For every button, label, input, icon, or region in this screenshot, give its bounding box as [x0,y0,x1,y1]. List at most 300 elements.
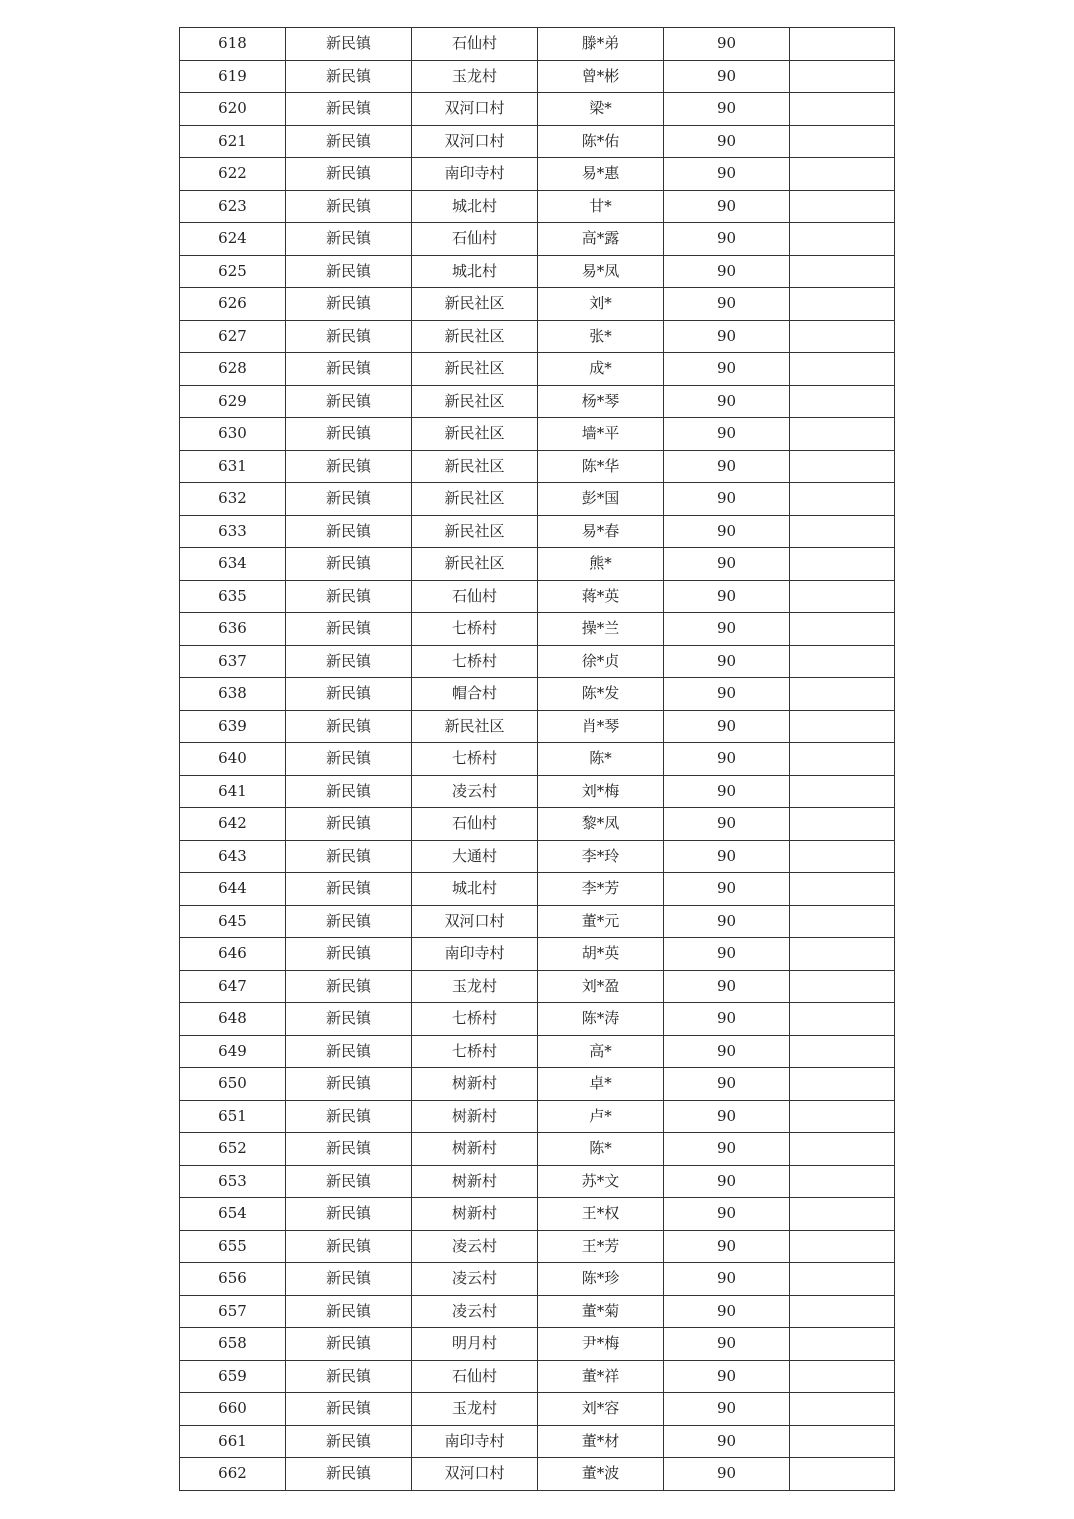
cell-name: 董*元 [538,905,664,938]
cell-amount: 90 [664,483,790,516]
cell-village: 新民社区 [412,353,538,386]
cell-amount: 90 [664,1263,790,1296]
cell-village: 树新村 [412,1100,538,1133]
cell-village: 玉龙村 [412,970,538,1003]
cell-village: 树新村 [412,1068,538,1101]
cell-amount: 90 [664,613,790,646]
cell-town: 新民镇 [286,125,412,158]
table-row [180,515,895,548]
cell-name: 陈*发 [538,678,664,711]
cell-name: 王*芳 [538,1230,664,1263]
table-row [180,288,895,321]
cell-note [790,613,895,646]
cell-name: 董*波 [538,1458,664,1491]
cell-town: 新民镇 [286,580,412,613]
cell-amount: 90 [664,515,790,548]
cell-town: 新民镇 [286,1230,412,1263]
table-row [180,1393,895,1426]
cell-amount: 90 [664,190,790,223]
table-row [180,710,895,743]
cell-village: 树新村 [412,1133,538,1166]
cell-number: 632 [180,483,286,516]
cell-village: 双河口村 [412,93,538,126]
cell-name: 蒋*英 [538,580,664,613]
cell-note [790,483,895,516]
cell-name: 陈*华 [538,450,664,483]
cell-village: 南印寺村 [412,1425,538,1458]
cell-town: 新民镇 [286,1198,412,1231]
cell-name: 肖*琴 [538,710,664,743]
cell-name: 胡*英 [538,938,664,971]
cell-number: 630 [180,418,286,451]
cell-village: 凌云村 [412,1263,538,1296]
cell-village: 城北村 [412,873,538,906]
cell-town: 新民镇 [286,1263,412,1296]
cell-village: 石仙村 [412,808,538,841]
cell-name: 操*兰 [538,613,664,646]
cell-note [790,938,895,971]
table-row [180,1198,895,1231]
cell-number: 635 [180,580,286,613]
cell-number: 662 [180,1458,286,1491]
cell-village: 帽合村 [412,678,538,711]
cell-village: 双河口村 [412,125,538,158]
cell-name: 熊* [538,548,664,581]
cell-note [790,320,895,353]
cell-number: 638 [180,678,286,711]
cell-number: 655 [180,1230,286,1263]
cell-amount: 90 [664,418,790,451]
cell-number: 654 [180,1198,286,1231]
cell-town: 新民镇 [286,223,412,256]
cell-name: 杨*琴 [538,385,664,418]
cell-number: 646 [180,938,286,971]
cell-note [790,678,895,711]
cell-village: 南印寺村 [412,158,538,191]
cell-village: 城北村 [412,255,538,288]
table-row [180,385,895,418]
cell-note [790,28,895,61]
table-row [180,808,895,841]
table-row [180,1133,895,1166]
table-row [180,418,895,451]
cell-amount: 90 [664,775,790,808]
cell-number: 620 [180,93,286,126]
table-row [180,60,895,93]
cell-amount: 90 [664,548,790,581]
cell-amount: 90 [664,1068,790,1101]
cell-number: 631 [180,450,286,483]
cell-number: 643 [180,840,286,873]
cell-number: 659 [180,1360,286,1393]
cell-note [790,1230,895,1263]
cell-note [790,353,895,386]
cell-amount: 90 [664,385,790,418]
cell-town: 新民镇 [286,1360,412,1393]
cell-town: 新民镇 [286,840,412,873]
table-row [180,1360,895,1393]
cell-number: 621 [180,125,286,158]
cell-number: 647 [180,970,286,1003]
cell-amount: 90 [664,1003,790,1036]
cell-note [790,1328,895,1361]
cell-amount: 90 [664,710,790,743]
cell-note [790,385,895,418]
cell-name: 高* [538,1035,664,1068]
cell-name: 易*惠 [538,158,664,191]
cell-amount: 90 [664,1100,790,1133]
cell-town: 新民镇 [286,158,412,191]
cell-number: 622 [180,158,286,191]
cell-amount: 90 [664,840,790,873]
cell-amount: 90 [664,1230,790,1263]
cell-number: 624 [180,223,286,256]
cell-amount: 90 [664,905,790,938]
cell-village: 凌云村 [412,1230,538,1263]
cell-village: 树新村 [412,1198,538,1231]
table-row [180,678,895,711]
cell-town: 新民镇 [286,1295,412,1328]
cell-town: 新民镇 [286,905,412,938]
cell-number: 640 [180,743,286,776]
cell-name: 董*菊 [538,1295,664,1328]
cell-village: 凌云村 [412,775,538,808]
cell-town: 新民镇 [286,385,412,418]
cell-village: 七桥村 [412,613,538,646]
cell-number: 651 [180,1100,286,1133]
cell-number: 641 [180,775,286,808]
cell-note [790,905,895,938]
cell-amount: 90 [664,808,790,841]
cell-town: 新民镇 [286,1458,412,1491]
cell-number: 648 [180,1003,286,1036]
cell-amount: 90 [664,353,790,386]
cell-note [790,873,895,906]
cell-amount: 90 [664,1133,790,1166]
cell-note [790,970,895,1003]
cell-number: 629 [180,385,286,418]
table-row [180,1425,895,1458]
cell-name: 成* [538,353,664,386]
cell-name: 易*凤 [538,255,664,288]
cell-name: 黎*凤 [538,808,664,841]
cell-name: 李*玲 [538,840,664,873]
cell-amount: 90 [664,1425,790,1458]
cell-amount: 90 [664,125,790,158]
cell-amount: 90 [664,970,790,1003]
cell-amount: 90 [664,1035,790,1068]
cell-village: 玉龙村 [412,60,538,93]
cell-number: 660 [180,1393,286,1426]
cell-town: 新民镇 [286,938,412,971]
cell-town: 新民镇 [286,613,412,646]
cell-amount: 90 [664,645,790,678]
cell-note [790,840,895,873]
cell-village: 七桥村 [412,743,538,776]
cell-town: 新民镇 [286,970,412,1003]
cell-number: 633 [180,515,286,548]
cell-name: 董*材 [538,1425,664,1458]
cell-town: 新民镇 [286,1100,412,1133]
cell-village: 树新村 [412,1165,538,1198]
cell-name: 刘*盈 [538,970,664,1003]
cell-amount: 90 [664,223,790,256]
cell-town: 新民镇 [286,645,412,678]
cell-note [790,580,895,613]
table-row [180,28,895,61]
cell-number: 658 [180,1328,286,1361]
cell-note [790,60,895,93]
cell-number: 627 [180,320,286,353]
cell-amount: 90 [664,938,790,971]
table-row [180,905,895,938]
cell-note [790,93,895,126]
cell-amount: 90 [664,743,790,776]
cell-village: 新民社区 [412,288,538,321]
cell-number: 637 [180,645,286,678]
cell-amount: 90 [664,158,790,191]
cell-note [790,1068,895,1101]
cell-town: 新民镇 [286,873,412,906]
cell-name: 卢* [538,1100,664,1133]
cell-town: 新民镇 [286,1393,412,1426]
cell-name: 刘*容 [538,1393,664,1426]
cell-name: 刘* [538,288,664,321]
table-row [180,190,895,223]
cell-amount: 90 [664,580,790,613]
roster-table [179,27,895,1491]
cell-amount: 90 [664,1360,790,1393]
cell-village: 七桥村 [412,1035,538,1068]
cell-number: 639 [180,710,286,743]
cell-village: 双河口村 [412,905,538,938]
cell-number: 642 [180,808,286,841]
cell-note [790,775,895,808]
cell-town: 新民镇 [286,678,412,711]
table-row [180,1458,895,1491]
cell-name: 曾*彬 [538,60,664,93]
cell-amount: 90 [664,1328,790,1361]
cell-number: 628 [180,353,286,386]
table-row [180,223,895,256]
cell-village: 石仙村 [412,580,538,613]
cell-village: 石仙村 [412,28,538,61]
cell-number: 653 [180,1165,286,1198]
cell-name: 苏*文 [538,1165,664,1198]
cell-name: 梁* [538,93,664,126]
cell-name: 张* [538,320,664,353]
table-row [180,970,895,1003]
cell-town: 新民镇 [286,190,412,223]
cell-note [790,1263,895,1296]
cell-town: 新民镇 [286,1003,412,1036]
cell-village: 城北村 [412,190,538,223]
cell-village: 新民社区 [412,515,538,548]
cell-note [790,515,895,548]
table-row [180,158,895,191]
cell-town: 新民镇 [286,515,412,548]
cell-amount: 90 [664,450,790,483]
table-row [180,840,895,873]
cell-town: 新民镇 [286,1165,412,1198]
cell-note [790,1393,895,1426]
table-row [180,1165,895,1198]
cell-number: 623 [180,190,286,223]
cell-name: 易*春 [538,515,664,548]
table-row [180,483,895,516]
cell-village: 七桥村 [412,1003,538,1036]
cell-town: 新民镇 [286,1133,412,1166]
cell-number: 634 [180,548,286,581]
cell-town: 新民镇 [286,548,412,581]
cell-town: 新民镇 [286,1328,412,1361]
cell-village: 七桥村 [412,645,538,678]
cell-number: 656 [180,1263,286,1296]
cell-village: 双河口村 [412,1458,538,1491]
cell-name: 陈*佑 [538,125,664,158]
cell-note [790,418,895,451]
cell-name: 甘* [538,190,664,223]
cell-name: 徐*贞 [538,645,664,678]
cell-town: 新民镇 [286,808,412,841]
table-row [180,743,895,776]
cell-number: 645 [180,905,286,938]
cell-amount: 90 [664,255,790,288]
cell-number: 618 [180,28,286,61]
table-row [180,1035,895,1068]
cell-name: 滕*弟 [538,28,664,61]
cell-note [790,158,895,191]
cell-village: 南印寺村 [412,938,538,971]
cell-note [790,450,895,483]
cell-note [790,288,895,321]
cell-village: 石仙村 [412,223,538,256]
cell-number: 657 [180,1295,286,1328]
cell-amount: 90 [664,93,790,126]
cell-note [790,1295,895,1328]
table-row [180,1068,895,1101]
cell-amount: 90 [664,678,790,711]
table-row [180,873,895,906]
table-row [180,775,895,808]
cell-number: 619 [180,60,286,93]
cell-amount: 90 [664,1165,790,1198]
table-row [180,1100,895,1133]
cell-note [790,710,895,743]
cell-note [790,1360,895,1393]
cell-village: 明月村 [412,1328,538,1361]
table-row [180,1263,895,1296]
cell-note [790,1133,895,1166]
cell-note [790,1165,895,1198]
cell-village: 新民社区 [412,450,538,483]
table-row [180,1003,895,1036]
cell-amount: 90 [664,288,790,321]
table-row [180,580,895,613]
cell-town: 新民镇 [286,418,412,451]
cell-name: 墙*平 [538,418,664,451]
cell-town: 新民镇 [286,1068,412,1101]
cell-number: 626 [180,288,286,321]
cell-town: 新民镇 [286,775,412,808]
cell-town: 新民镇 [286,255,412,288]
cell-village: 石仙村 [412,1360,538,1393]
cell-note [790,1003,895,1036]
cell-amount: 90 [664,60,790,93]
cell-name: 李*芳 [538,873,664,906]
cell-note [790,645,895,678]
table-row [180,93,895,126]
cell-note [790,548,895,581]
cell-village: 新民社区 [412,320,538,353]
cell-town: 新民镇 [286,743,412,776]
cell-village: 新民社区 [412,548,538,581]
cell-name: 陈* [538,743,664,776]
cell-note [790,190,895,223]
table-row [180,320,895,353]
cell-village: 新民社区 [412,385,538,418]
cell-amount: 90 [664,873,790,906]
cell-name: 王*权 [538,1198,664,1231]
table-row [180,1295,895,1328]
cell-note [790,1425,895,1458]
cell-town: 新民镇 [286,353,412,386]
cell-amount: 90 [664,320,790,353]
cell-town: 新民镇 [286,450,412,483]
cell-number: 644 [180,873,286,906]
table-row [180,938,895,971]
cell-amount: 90 [664,1393,790,1426]
cell-town: 新民镇 [286,710,412,743]
cell-village: 玉龙村 [412,1393,538,1426]
cell-note [790,743,895,776]
cell-town: 新民镇 [286,288,412,321]
cell-town: 新民镇 [286,28,412,61]
cell-town: 新民镇 [286,93,412,126]
table-row [180,1230,895,1263]
cell-note [790,255,895,288]
cell-number: 650 [180,1068,286,1101]
cell-name: 董*祥 [538,1360,664,1393]
table-row [180,125,895,158]
cell-name: 陈*珍 [538,1263,664,1296]
table-row [180,548,895,581]
table-row [180,1328,895,1361]
cell-name: 陈* [538,1133,664,1166]
cell-note [790,1035,895,1068]
table-row [180,613,895,646]
cell-amount: 90 [664,1295,790,1328]
cell-name: 卓* [538,1068,664,1101]
cell-number: 625 [180,255,286,288]
cell-note [790,808,895,841]
cell-number: 652 [180,1133,286,1166]
cell-town: 新民镇 [286,1035,412,1068]
table-row [180,353,895,386]
cell-village: 新民社区 [412,483,538,516]
cell-name: 彭*国 [538,483,664,516]
table-row [180,450,895,483]
cell-town: 新民镇 [286,60,412,93]
table-row [180,645,895,678]
cell-amount: 90 [664,1198,790,1231]
cell-town: 新民镇 [286,1425,412,1458]
cell-name: 刘*梅 [538,775,664,808]
cell-name: 高*露 [538,223,664,256]
table-row [180,255,895,288]
cell-number: 649 [180,1035,286,1068]
cell-village: 新民社区 [412,418,538,451]
